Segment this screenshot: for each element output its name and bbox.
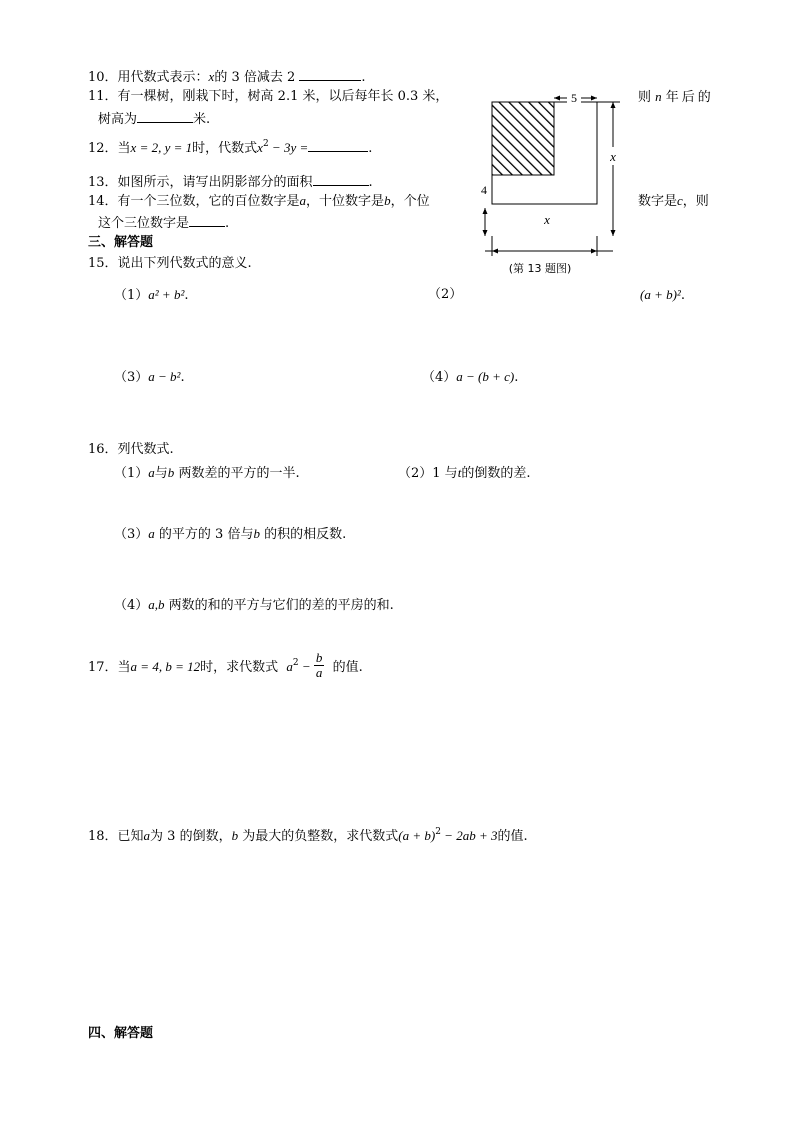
figure-13 (470, 84, 630, 280)
fraction: $\frac{b}{a}$ (315, 650, 323, 680)
label-4: 4 (481, 183, 487, 197)
question-16-part-1: （1）a与b 两数差的平方的一半. (114, 465, 300, 481)
question-10: 10．用代数式表示：x的 3 倍减去 2 . (88, 69, 366, 85)
label-5: 5 (571, 91, 577, 105)
arrow-head (591, 249, 597, 254)
arrow-head (492, 249, 498, 254)
question-14-tail: 数字是c，则 (638, 193, 709, 209)
figure-caption: (第 13 题图) (508, 262, 572, 275)
question-11-line1: 11．有一棵树，刚栽下时，树高 2.1 米，以后每年长 0.3 米， (88, 89, 449, 104)
answer-blank[interactable] (189, 214, 225, 227)
answer-blank[interactable] (313, 173, 369, 186)
answer-blank[interactable] (299, 68, 361, 81)
arrow-head (483, 230, 488, 236)
answer-blank[interactable] (308, 139, 368, 152)
arrow-head (611, 102, 616, 108)
question-15-part-4: （4）a − (b + c). (422, 369, 519, 385)
question-12: 12．当x = 2, y = 1时，代数式$x^2 - 3y$ = . (88, 139, 373, 156)
label-x-right: x (610, 149, 616, 164)
arrow-head (554, 96, 560, 101)
question-11-line2: 树高为 米. (98, 112, 211, 127)
question-15-part-2-label: （2） (428, 287, 463, 302)
question-14-line2: 这个三位数字是 . (98, 216, 230, 231)
question-14-line1: 14．有一个三位数，它的百位数字是a，十位数字是b，个位 (88, 193, 430, 209)
question-16-part-4: （4）a,b 两数的和的平方与它们的差的平房的和. (114, 597, 394, 613)
shaded-region (492, 102, 554, 175)
question-16-part-2: （2）1 与t的倒数的差. (398, 465, 531, 481)
question-15-title: 15．说出下列代数式的意义. (88, 256, 252, 271)
label-x-bottom: x (544, 212, 550, 227)
question-13: 13．如图所示，请写出阴影部分的面积 . (88, 175, 373, 190)
arrow-head (591, 96, 597, 101)
question-15-part-1: （1）a² + b². (114, 287, 189, 303)
question-11-tail: 则 n 年后的 (638, 89, 714, 105)
question-16-title: 16．列代数式. (88, 442, 174, 457)
question-18: 18．已知a为 3 的倒数，b 为最大的负整数，求代数式$(a + b)^2 - 2ab + 3$的值. (88, 827, 528, 844)
section-3-heading: 三、解答题 (88, 235, 154, 250)
question-15-part-2-expr: (a + b)². (640, 287, 685, 303)
section-4-heading: 四、解答题 (88, 1026, 154, 1041)
question-16-part-3: （3）a 的平方的 3 倍与b 的积的相反数. (114, 526, 347, 542)
question-17: 17．当a = 4, b = 12时，求代数式 $a^2$ − $\frac{b}{a}$ 的值. (88, 650, 363, 680)
arrow-head (611, 230, 616, 236)
arrow-head (483, 208, 488, 214)
answer-blank[interactable] (137, 110, 193, 123)
question-15-part-3: （3）a − b². (114, 369, 185, 385)
